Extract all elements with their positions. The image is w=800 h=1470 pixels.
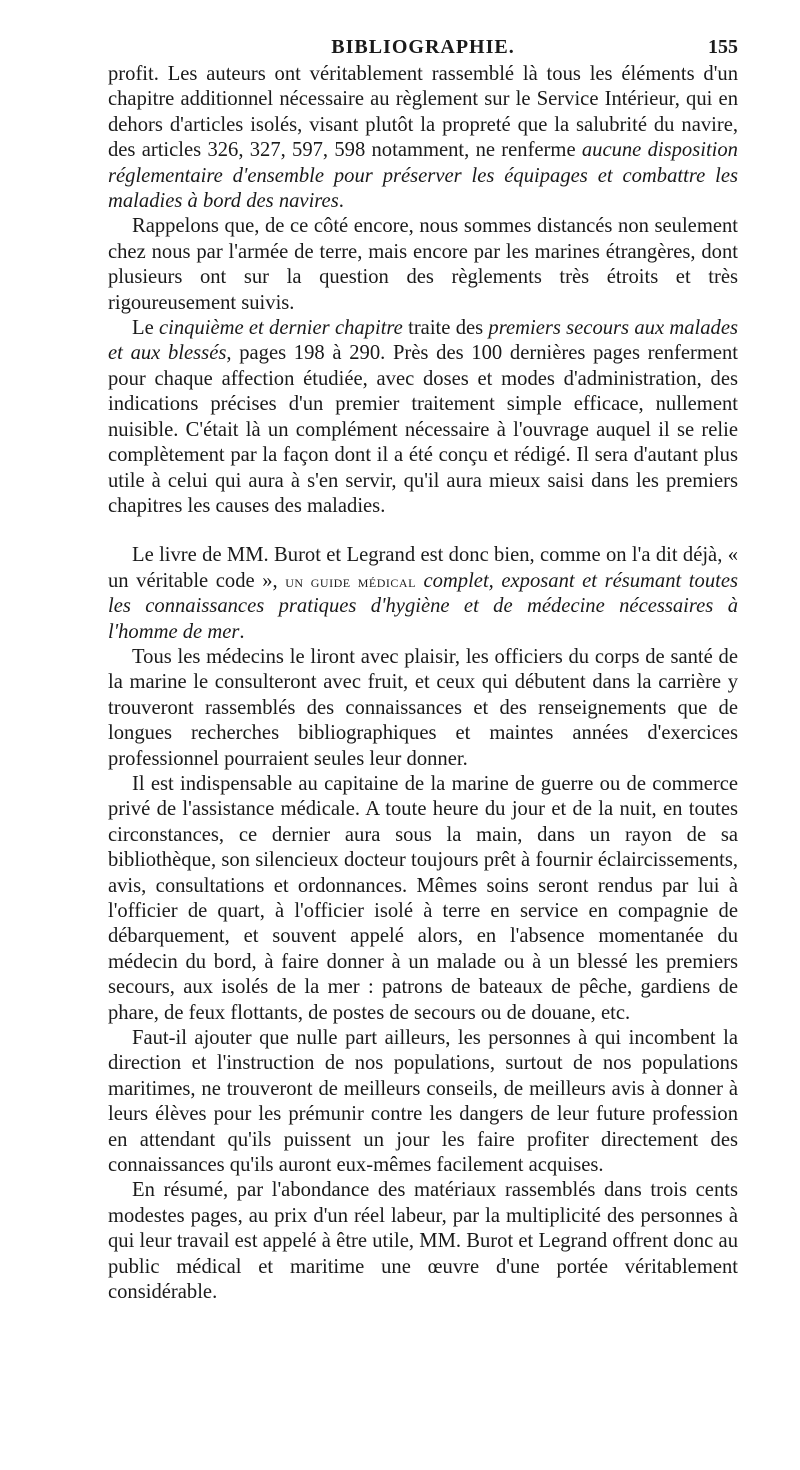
paragraph-2: Rappelons que, de ce côté encore, nous sommes distancés non seulement chez nous par l'armée de terre, mais encore par les marines étrangères, dont plusieurs ont sur la question des règlements très étroits et très rigoureusement suivis. (108, 215, 738, 314)
paragraph-3-text-b: traite des (402, 317, 489, 340)
paragraph-1-text: profit. Les auteurs ont véritablement rassemblé là tous les éléments d'un chapitre additionnel nécessaire au règlement sur le Service Intérieur, qui en dehors d'articles isolés, visant plutôt la propreté que la salubrité du navire, des articles 326, 327, 597, 598 notamment, ne renferme (108, 63, 738, 162)
paragraph-6: Il est indispensable au capitaine de la marine de guerre ou de commerce privé de l'assistance médicale. A toute heure du jour et de la nuit, en toutes circonstances, ce dernier aura sous la main, dans un rayon de sa bibliothèque, son silencieux docteur toujours prêt à fournir éclaircissements, avis, consultations et ordonnances. Mêmes soins seront rendus par lui à l'officier de quart, à l'officier isolé à terre en service en compagnie de débarquement, et souvent appelé alors, en l'absence momentanée du médecin du bord, à faire donner à un malade ou à un blessé les premiers secours, aux isolés de la mer : patrons de bateaux de pêche, gardiens de phare, de feux flottants, de postes de secours ou de douane, etc. (108, 772, 738, 1024)
paragraph-3-text-c: , pages 198 à 290. Près des 100 dernières pages renferment pour chaque affection étudiée, avec doses et modes d'administration, des indications précises d'un premier traitement simple efficace, nullement nuisible. C'était là un complément nécessaire à l'ouvrage auquel il se relie complètement par la façon dont il a été conçu et rédigé. Il sera d'autant plus utile à celui qui aura à s'en servir, qu'il aura mieux saisi dans les premiers chapitres les causes des maladies. (108, 342, 738, 517)
paragraph-4-smallcaps: un guide médical (285, 571, 416, 591)
paragraph-4 (108, 543, 738, 645)
page (108, 28, 738, 1306)
page-number: 155 (708, 36, 738, 58)
paragraph-4-emphasis: complet, exposant et résumant toutes les connaissances pratiques d'hygiène et de médecine nécessaires à l'homme de mer (108, 569, 739, 643)
paragraph-1 (108, 62, 738, 214)
paragraph-5: Tous les médecins le liront avec plaisir, les officiers du corps de santé de la marine le consulteront avec fruit, et ceux qui débutent dans la carrière y trouveront rassemblés des connaissances et des renseignements que de longues recherches bibliographiques et maintes années d'exercices professionnel pourraient seules leur donner. (108, 645, 738, 770)
paragraph-7: Faut-il ajouter que nulle part ailleurs, les personnes à qui incombent la direction et l'instruction de nos populations, surtout de nos populations maritimes, ne trouveront de meilleurs conseils, de meilleurs avis à donner à leurs élèves pour les prémunir contre les dangers de leur future profession en attendant qu'ils puissent un jour les faire profiter directement des connaissances qu'ils auront eux-mêmes facilement acquises. (108, 1027, 738, 1177)
paragraph-3-text-a: Le (132, 317, 159, 340)
paragraph-8: En résumé, par l'abondance des matériaux rassemblés dans trois cents modestes pages, au prix d'un réel labeur, par la multiplicité des personnes à qui leur travail est appelé à être utile, MM. Burot et Legrand offrent donc au public médical et maritime une œuvre d'une portée véritablement considérable. (108, 1179, 738, 1304)
running-head (108, 28, 738, 62)
section-gap (108, 519, 738, 543)
paragraph-3 (108, 316, 738, 519)
paragraph-3-emphasis-chapter: cinquième et dernier chapitre (159, 317, 403, 340)
paragraph-3-emphasis-secours: premiers secours aux malades et aux blessés (108, 317, 738, 365)
paragraph-1-emphasis: aucune disposition réglementaire d'ensemble pour préserver les équipages et combattre les maladies à bord des navires (108, 139, 738, 213)
paragraph-1-end: . (338, 190, 344, 213)
running-title: BIBLIOGRAPHIE. (331, 36, 515, 58)
paragraph-4-end: . (239, 620, 245, 643)
paragraph-4-text: Le livre de MM. Burot et Legrand est donc bien, comme on l'a dit déjà, « un véritable code », (108, 544, 738, 592)
